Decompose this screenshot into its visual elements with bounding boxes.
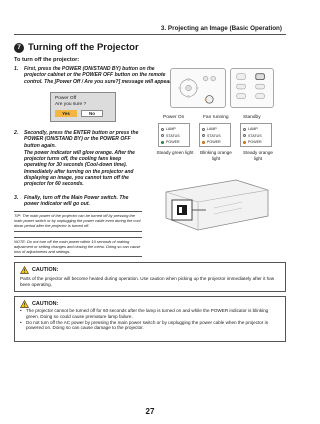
indicator-caption-standby: Steady orange light xyxy=(243,150,273,161)
section-number-badge: 7 xyxy=(14,43,24,53)
indicator-label-standby: Standby xyxy=(243,115,261,120)
status-indicator-icon xyxy=(161,134,164,137)
tip-divider xyxy=(14,231,142,232)
warning-icon xyxy=(20,300,29,308)
chapter-header: 3. Projecting an Image (Basic Operation) xyxy=(160,25,282,32)
caution-list xyxy=(20,308,280,331)
step-1-text: First, press the POWER (ON/STAND BY) button on the projector cabinet or the POWER OFF button on the remote control. The [Power Off / Are you sure?] message will appear. xyxy=(24,66,173,85)
lamp-indicator-icon xyxy=(161,128,164,131)
indicator-caption-fan-running: Blinking orange light xyxy=(200,150,232,161)
dialog-title: Power Off xyxy=(55,96,77,101)
power-off-dialog xyxy=(50,92,116,122)
power-label: POWER xyxy=(166,140,180,144)
step-2-note-b: Immediately after turning on the projector and displaying an image, you cannot turn off the projector for 60 seconds. xyxy=(24,169,134,188)
step-2-text: Secondly, press the ENTER button or press the POWER (ON/STAND BY) or the POWER OFF button again. xyxy=(24,130,139,149)
section-title-text: Turning off the Projector xyxy=(28,42,139,53)
no-button[interactable]: No xyxy=(81,110,103,117)
page-number: 27 xyxy=(145,407,155,416)
step-2 xyxy=(14,130,140,149)
status-indicator-icon xyxy=(243,134,246,137)
status-label: STATUS xyxy=(207,133,221,138)
step-1-number: 1. xyxy=(14,66,19,72)
power-indicator-green-icon xyxy=(161,141,164,144)
lamp-label: LAMP xyxy=(248,127,258,131)
step-1 xyxy=(14,66,174,85)
step-3-number: 3. xyxy=(14,195,19,201)
indicator-panel-power-on xyxy=(158,123,190,147)
lamp-label: LAMP xyxy=(166,127,176,131)
note-text: NOTE: Do not turn off the main power within 10 seconds of making adjustment or setting changes and closing the menu. Doing so can cause loss of adjustments and settings. xyxy=(14,239,141,254)
caution-item: • Do not turn off the AC power by pressing the main power switch or by unplugging the power cable when the projector is powered on. Doing so can cause damage to the projector. xyxy=(20,320,280,332)
step-3-text: Finally, turn off the Main Power switch. The power indicator will go out. xyxy=(24,195,129,208)
dialog-question: Are you sure ? xyxy=(55,102,87,107)
projector-illustration xyxy=(156,172,272,234)
cabinet-control-panel xyxy=(170,68,226,108)
step-2-note-a: The power indicator will glow orange. After the projector turns off, the cooling fans keep operating for 30 seconds (Cool-down time). xyxy=(24,150,135,169)
power-indicator-orange-icon xyxy=(202,141,205,144)
caution-body: Parts of the projector will become heated during operation. Use caution when picking up the projector immediately after it has been operating. xyxy=(20,276,275,287)
caution-box-power xyxy=(14,296,286,342)
lamp-indicator-icon xyxy=(202,128,205,131)
power-label: POWER xyxy=(207,140,221,144)
yes-button[interactable]: Yes xyxy=(55,110,77,117)
lamp-indicator-icon xyxy=(243,128,246,131)
status-indicator-icon xyxy=(202,134,205,137)
status-label: STATUS xyxy=(248,133,262,138)
caution-title: CAUTION: xyxy=(32,301,59,307)
indicator-panel-fan-running xyxy=(199,123,231,147)
indicator-caption-power-on: Steady green light xyxy=(156,150,194,155)
lamp-label: LAMP xyxy=(207,127,217,131)
caution-title: CAUTION: xyxy=(32,267,59,273)
power-label: POWER xyxy=(248,140,262,144)
warning-icon xyxy=(20,266,29,274)
section-intro: To turn off the projector: xyxy=(14,57,80,63)
indicator-label-power-on: Power On xyxy=(163,115,185,120)
header-divider xyxy=(14,34,286,35)
remote-control-panel xyxy=(230,68,274,108)
indicator-panel-standby xyxy=(240,123,272,147)
note-divider xyxy=(14,256,142,257)
tip-text: TIP: The main power of the projector can be turned off by pressing the main power switch or by unplugging the power cable even during the cool down period after the projector is turned off. xyxy=(14,213,141,228)
power-indicator-orange-icon xyxy=(243,141,246,144)
step-3 xyxy=(14,195,144,208)
step-2-number: 2. xyxy=(14,130,19,136)
indicator-label-fan-running: Fan running xyxy=(203,115,229,120)
caution-box-heat xyxy=(14,262,286,292)
section-title xyxy=(14,42,139,53)
caution-item: • The projector cannot be turned off for 60 seconds after the lamp is turned on and while the POWER indicator is blinking green. Doing so could cause premature lamp failure. xyxy=(20,308,280,320)
status-label: STATUS xyxy=(166,133,180,138)
